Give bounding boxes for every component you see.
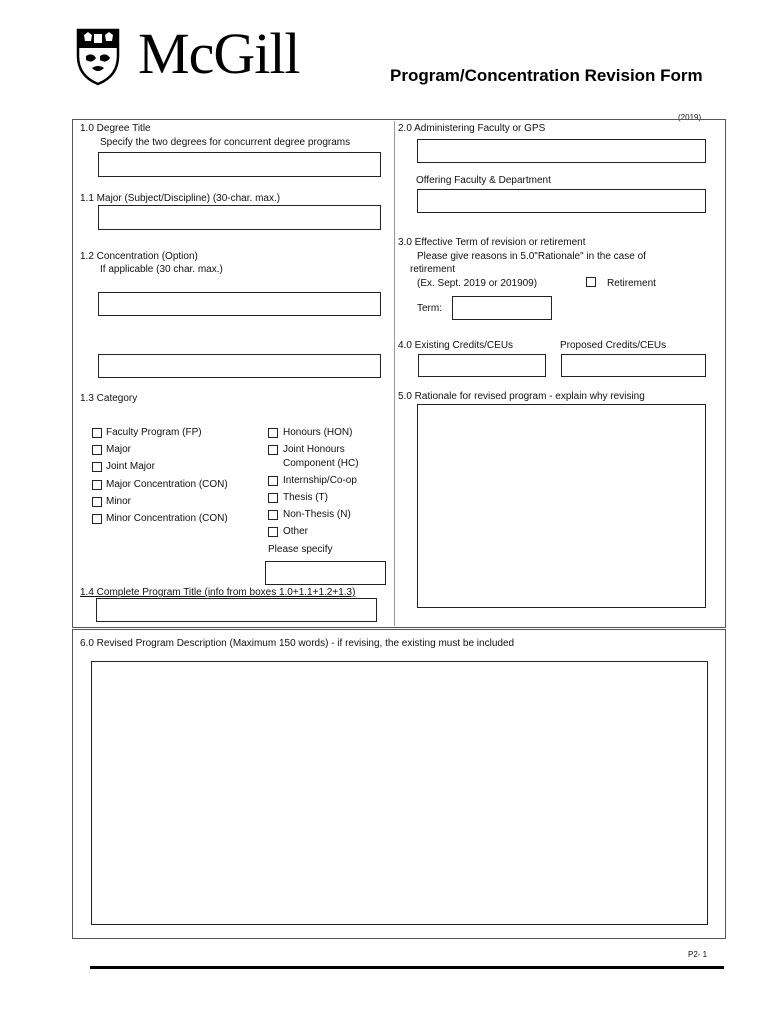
effective-term-line2: Please give reasons in 5.0"Rationale" in the case of	[417, 251, 646, 262]
faculty-program-checkbox[interactable]	[92, 428, 102, 438]
effective-term-line3: retirement	[410, 264, 456, 275]
joint-major-label: Joint Major	[106, 461, 155, 472]
degree-title-hint: Specify the two degrees for concurrent degree programs	[100, 137, 351, 148]
major-concentration-checkbox[interactable]	[92, 480, 102, 490]
offering-faculty-input[interactable]	[417, 189, 706, 213]
concentration-input-2[interactable]	[98, 354, 381, 378]
complete-program-title-input[interactable]	[96, 598, 377, 622]
non-thesis-label: Non-Thesis (N)	[283, 509, 351, 520]
administering-faculty-label: 2.0 Administering Faculty or GPS	[398, 123, 546, 134]
rationale-label: 5.0 Rationale for revised program - explain why revising	[398, 391, 645, 402]
internship-label: Internship/Co-op	[283, 475, 357, 486]
non-thesis-checkbox[interactable]	[268, 510, 278, 520]
revised-description-label: 6.0 Revised Program Description (Maximum 150 words) - if revising, the existing must be included	[80, 638, 515, 649]
minor-concentration-label: Minor Concentration (CON)	[106, 513, 228, 524]
degree-title-label: 1.0 Degree Title	[80, 123, 151, 134]
existing-credits-label: 4.0 Existing Credits/CEUs	[398, 340, 514, 351]
faculty-program-label: Faculty Program (FP)	[106, 427, 202, 438]
brand-name: McGill	[138, 21, 300, 86]
retirement-label: Retirement	[607, 278, 656, 289]
offering-faculty-label: Offering Faculty & Department	[416, 175, 551, 186]
major-checkbox[interactable]	[92, 445, 102, 455]
joint-honours-label-2: Component (HC)	[283, 458, 359, 469]
term-label: Term:	[417, 303, 442, 314]
form-title: Program/Concentration Revision Form	[390, 66, 703, 85]
thesis-label: Thesis (T)	[283, 492, 328, 503]
joint-major-checkbox[interactable]	[92, 462, 102, 472]
minor-concentration-checkbox[interactable]	[92, 514, 102, 524]
concentration-label: 1.2 Concentration (Option)	[80, 251, 198, 262]
major-concentration-label: Major Concentration (CON)	[106, 479, 228, 490]
minor-label: Minor	[106, 496, 132, 507]
complete-program-title-label: 1.4 Complete Program Title (info from boxes 1.0+1.1+1.2+1.3)	[80, 587, 356, 598]
retirement-checkbox[interactable]	[586, 277, 596, 287]
joint-honours-checkbox[interactable]	[268, 445, 278, 455]
footer-rule	[90, 966, 724, 969]
please-specify-label: Please specify	[268, 544, 333, 555]
effective-term-label: 3.0 Effective Term of revision or retirement	[398, 237, 586, 248]
minor-checkbox[interactable]	[92, 497, 102, 507]
thesis-checkbox[interactable]	[268, 493, 278, 503]
revised-description-textarea[interactable]	[91, 661, 708, 925]
administering-faculty-input[interactable]	[417, 139, 706, 163]
honours-checkbox[interactable]	[268, 428, 278, 438]
major-option-label: Major	[106, 444, 132, 455]
major-label: 1.1 Major (Subject/Discipline) (30-char. max.)	[80, 193, 281, 204]
proposed-credits-label: Proposed Credits/CEUs	[560, 340, 667, 351]
form-year: (2019)	[678, 113, 702, 122]
other-checkbox[interactable]	[268, 527, 278, 537]
rationale-textarea[interactable]	[417, 404, 706, 608]
term-input[interactable]	[452, 296, 552, 320]
degree-title-input[interactable]	[98, 152, 381, 177]
concentration-hint: If applicable (30 char. max.)	[100, 264, 223, 275]
concentration-input-1[interactable]	[98, 292, 381, 316]
effective-term-example: (Ex. Sept. 2019 or 201909)	[417, 278, 538, 289]
existing-credits-input[interactable]	[418, 354, 546, 377]
category-label: 1.3 Category	[80, 393, 138, 404]
joint-honours-label: Joint Honours	[283, 444, 345, 455]
internship-checkbox[interactable]	[268, 476, 278, 486]
proposed-credits-input[interactable]	[561, 354, 706, 377]
crest-icon	[74, 26, 122, 86]
honours-label: Honours (HON)	[283, 427, 353, 438]
major-input[interactable]	[98, 205, 381, 230]
other-label: Other	[283, 526, 309, 537]
other-specify-input[interactable]	[265, 561, 386, 585]
mcgill-crest-logo	[74, 26, 122, 86]
page-number: P2- 1	[688, 950, 708, 959]
